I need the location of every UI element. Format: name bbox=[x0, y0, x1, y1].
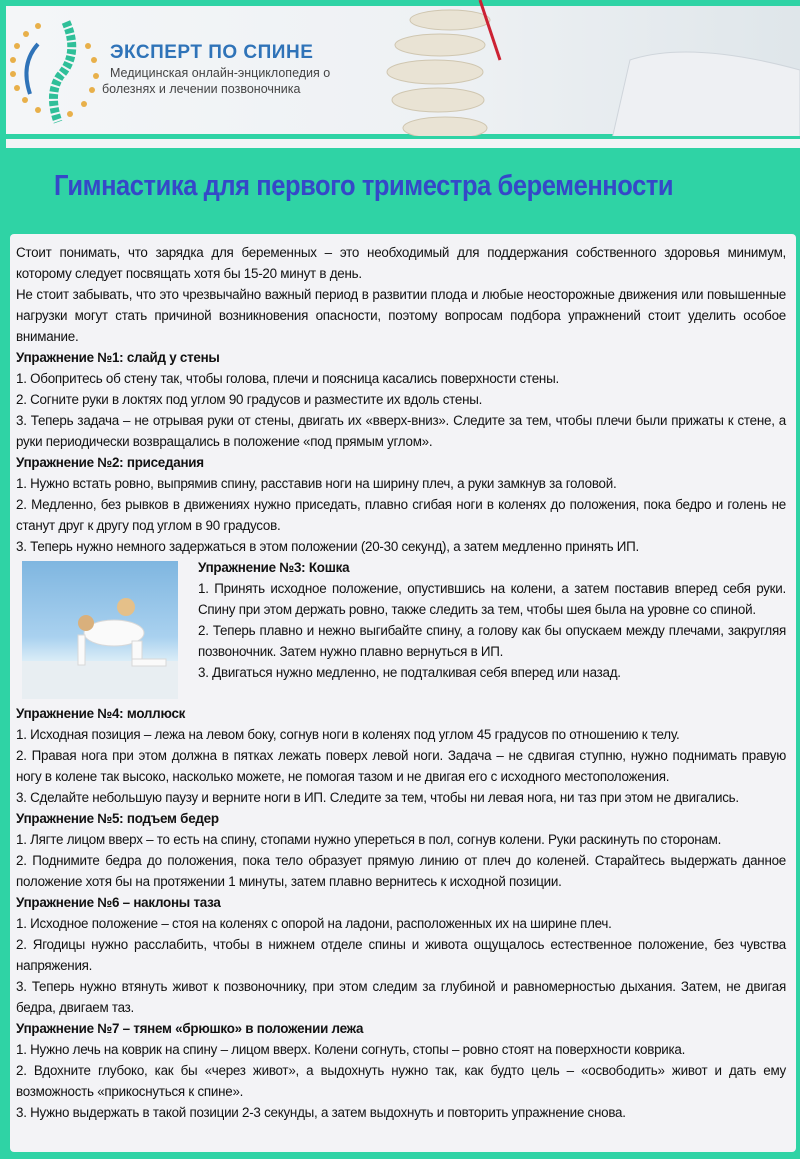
cat-pose-photo bbox=[22, 561, 178, 699]
exercise-title: Упражнение №5: подъем бедер bbox=[16, 811, 219, 826]
exercise-step: 1. Нужно встать ровно, выпрямив спину, расставив ноги на ширину плеч, а руки замкнув за головой. bbox=[16, 476, 617, 491]
exercise-step: 3. Двигаться нужно медленно, не подталкивая себя вперед или назад. bbox=[198, 665, 621, 680]
exercise-step: 1. Принять исходное положение, опустившись на колени, а затем поставив вперед себя руки. Спину при этом держать ровно, также следить за тем, чтобы шея была на уровне со спиной. bbox=[198, 581, 786, 617]
exercise-step: 2. Согните руки в локтях под углом 90 градусов и разместите их вдоль стены. bbox=[16, 392, 483, 407]
spine-illustration bbox=[330, 0, 800, 148]
exercise-step: 2. Вдохните глубоко, как бы «через живот», а выдохнуть нужно так, как будто цель – «освободить» живот и дать ему возможность «прикоснуться к спине». bbox=[16, 1063, 786, 1099]
exercise-step: 2. Правая нога при этом должна в пятках лежать поверх левой ноги. Задача – не сдвигая ступню, нужно поднимать правую ногу в колене так высоко, насколько можете, не помогая тазом и не двигая его с исходного местоположения. bbox=[16, 748, 786, 784]
exercise-step: 3. Нужно выдержать в такой позиции 2-3 секунды, а затем выдохнуть и повторить упражнение снова. bbox=[16, 1105, 626, 1120]
exercise-step: 3. Сделайте небольшую паузу и верните ноги в ИП. Следите за тем, чтобы ни левая нога, ни таз при этом не двигались. bbox=[16, 790, 739, 805]
spine-logo-icon bbox=[8, 14, 100, 126]
article-body bbox=[16, 242, 786, 1123]
woman-exercising-image bbox=[22, 561, 178, 699]
exercise-step: 2. Поднимите бедра до положения, пока тело образует прямую линию от плеч до коленей. Старайтесь выдержать данное положение хотя бы на протяжении 1 минуты, затем плавно вернитесь к исходной позиции. bbox=[16, 853, 786, 889]
exercise-step: 3. Теперь задача – не отрывая руки от стены, двигать их «вверх-вниз». Следите за тем, чтобы плечи были прижаты к стене, а руки периодически возвращались в положение «под прямым углом». bbox=[16, 413, 786, 449]
exercise-step: 3. Теперь нужно немного задержаться в этом положении (20-30 секунд), а затем медленно принять ИП. bbox=[16, 539, 640, 554]
divider-strip bbox=[6, 139, 800, 148]
exercise-3-section bbox=[16, 557, 786, 703]
exercise-step: 1. Лягте лицом вверх – то есть на спину, стопами нужно упереться в пол, согнув колени. Руки раскинуть по сторонам. bbox=[16, 832, 722, 847]
exercise-title: Упражнение №3: Кошка bbox=[198, 560, 350, 575]
exercise-title: Упражнение №2: приседания bbox=[16, 455, 204, 470]
exercise-title: Упражнение №1: слайд у стены bbox=[16, 350, 220, 365]
exercise-step: 2. Ягодицы нужно расслабить, чтобы в нижнем отделе спины и живота ощущалось естественное положение, без чувства напряжения. bbox=[16, 937, 786, 973]
exercise-title: Упражнение №6 – наклоны таза bbox=[16, 895, 221, 910]
exercise-step: 1. Исходное положение – стоя на коленях с опорой на ладони, расположенных их на ширине плеч. bbox=[16, 916, 612, 931]
exercise-step: 1. Исходная позиция – лежа на левом боку, согнув ноги в коленях под углом 45 градусов по отношению к телу. bbox=[16, 727, 680, 742]
exercise-title: Упражнение №7 – тянем «брюшко» в положении лежа bbox=[16, 1021, 364, 1036]
intro-paragraph: Не стоит забывать, что это чрезвычайно важный период в развитии плода и любые неосторожные движения или повышенные нагрузки могут стать причиной возникновения опасности, поэтому вопросам подбора упражнений стоит уделить особое внимание. bbox=[16, 287, 786, 344]
tagline-line: Медицинская онлайн-энциклопедия о bbox=[110, 66, 331, 80]
page-title: Гимнастика для первого триместра беременности bbox=[54, 170, 674, 202]
exercise-step: 2. Теперь плавно и нежно выгибайте спину, а голову как бы опускаем между плечами, закругляя позвоночник. Затем нужно плавно вернуться в ИП. bbox=[198, 623, 786, 659]
brand-name: ЭКСПЕРТ ПО СПИНЕ bbox=[110, 42, 314, 63]
exercise-step: 1. Обопритесь об стену так, чтобы голова, плечи и поясница касались поверхности стены. bbox=[16, 371, 559, 386]
exercise-step: 2. Медленно, без рывков в движениях нужно приседать, плавно сгибая ноги в коленях до положения, пока бедро и голень не станут друг к другу под углом в 90 градусов. bbox=[16, 497, 786, 533]
exercise-title: Упражнение №4: моллюск bbox=[16, 706, 186, 721]
exercise-step: 1. Нужно лечь на коврик на спину – лицом вверх. Колени согнуть, стопы – ровно стоят на поверхности коврика. bbox=[16, 1042, 686, 1057]
exercise-step: 3. Теперь нужно втянуть живот к позвоночнику, при этом следим за глубиной и равномерностью дыхания. Затем, не двигая бедра, двигаем таз. bbox=[16, 979, 786, 1015]
brand-tagline bbox=[102, 65, 330, 97]
intro-paragraph: Стоит понимать, что зарядка для беременных – это необходимый для поддержания собственного здоровья минимум, которому следует посвящать хотя бы 15-20 минут в день. bbox=[16, 245, 786, 281]
tagline-line: болезнях и лечении позвоночника bbox=[102, 82, 301, 96]
